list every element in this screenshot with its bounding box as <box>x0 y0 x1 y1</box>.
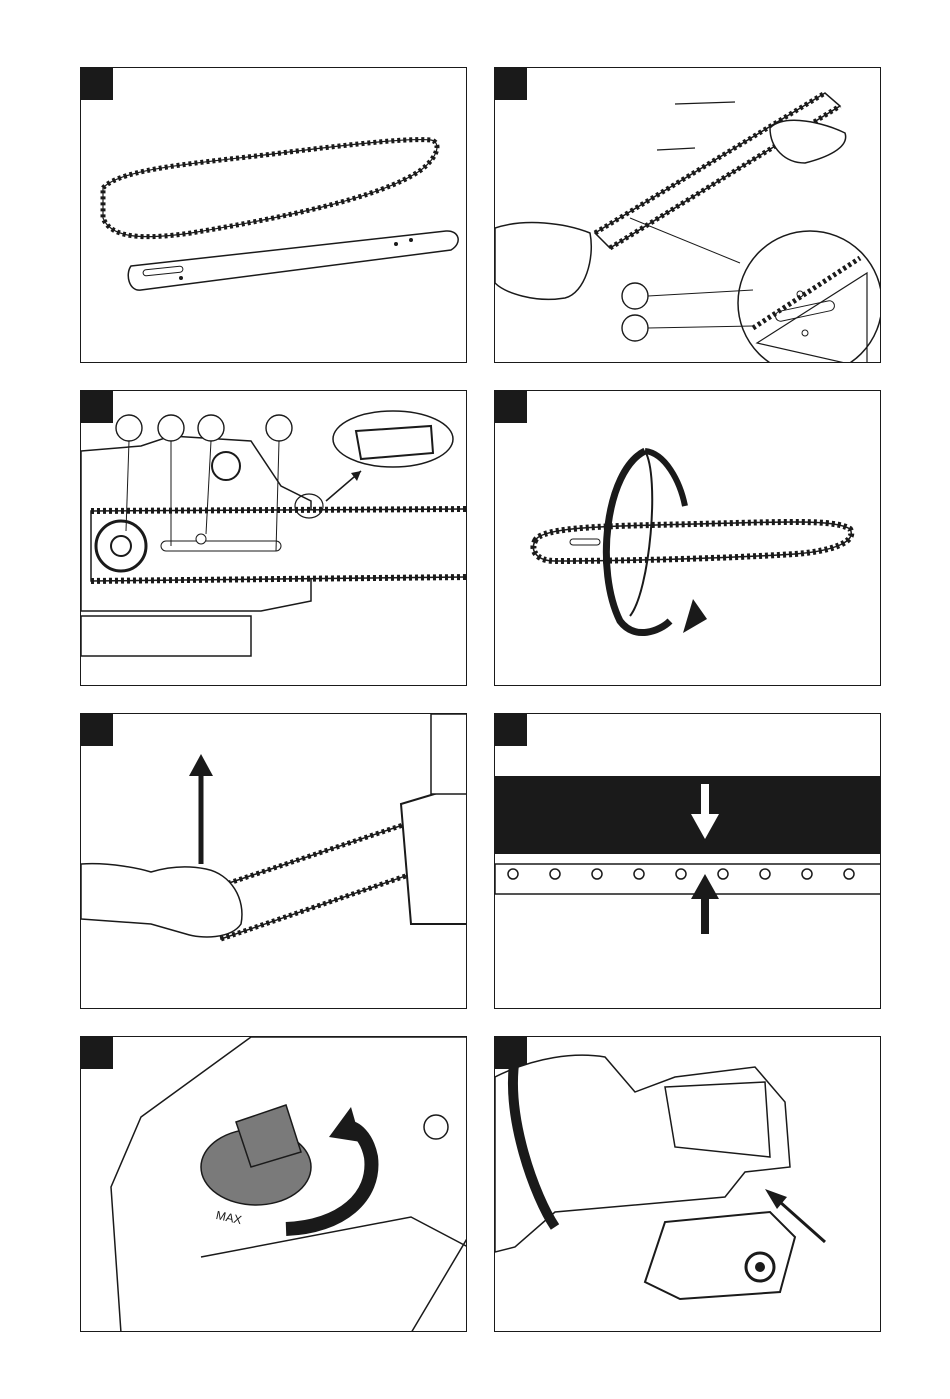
panel-6-chain-tension <box>494 713 881 1009</box>
callout-4 <box>266 415 292 441</box>
panel-2-fit-chain <box>494 67 881 363</box>
fit-chain-illustration <box>495 68 881 363</box>
panel-4-chain-direction <box>494 390 881 686</box>
panel-8-insert-battery <box>494 1036 881 1332</box>
callout-b <box>622 315 648 341</box>
lift-bar-illustration <box>81 714 467 1009</box>
chain-and-bar-illustration <box>81 68 467 363</box>
panel-1-chain-and-bar <box>80 67 467 363</box>
callout-1 <box>116 415 142 441</box>
oil-tank-label: MAX <box>214 1208 244 1228</box>
callout-3 <box>198 415 224 441</box>
callout-2 <box>158 415 184 441</box>
callout-a <box>622 283 648 309</box>
mount-bar-illustration <box>81 391 467 686</box>
oil-cap-illustration <box>81 1037 467 1332</box>
chain-tension-illustration <box>495 714 881 1009</box>
panel-7-oil-cap <box>80 1036 467 1332</box>
panel-3-mount-bar <box>80 390 467 686</box>
chain-direction-illustration <box>495 391 881 686</box>
panel-5-lift-bar <box>80 713 467 1009</box>
insert-battery-illustration <box>495 1037 881 1332</box>
